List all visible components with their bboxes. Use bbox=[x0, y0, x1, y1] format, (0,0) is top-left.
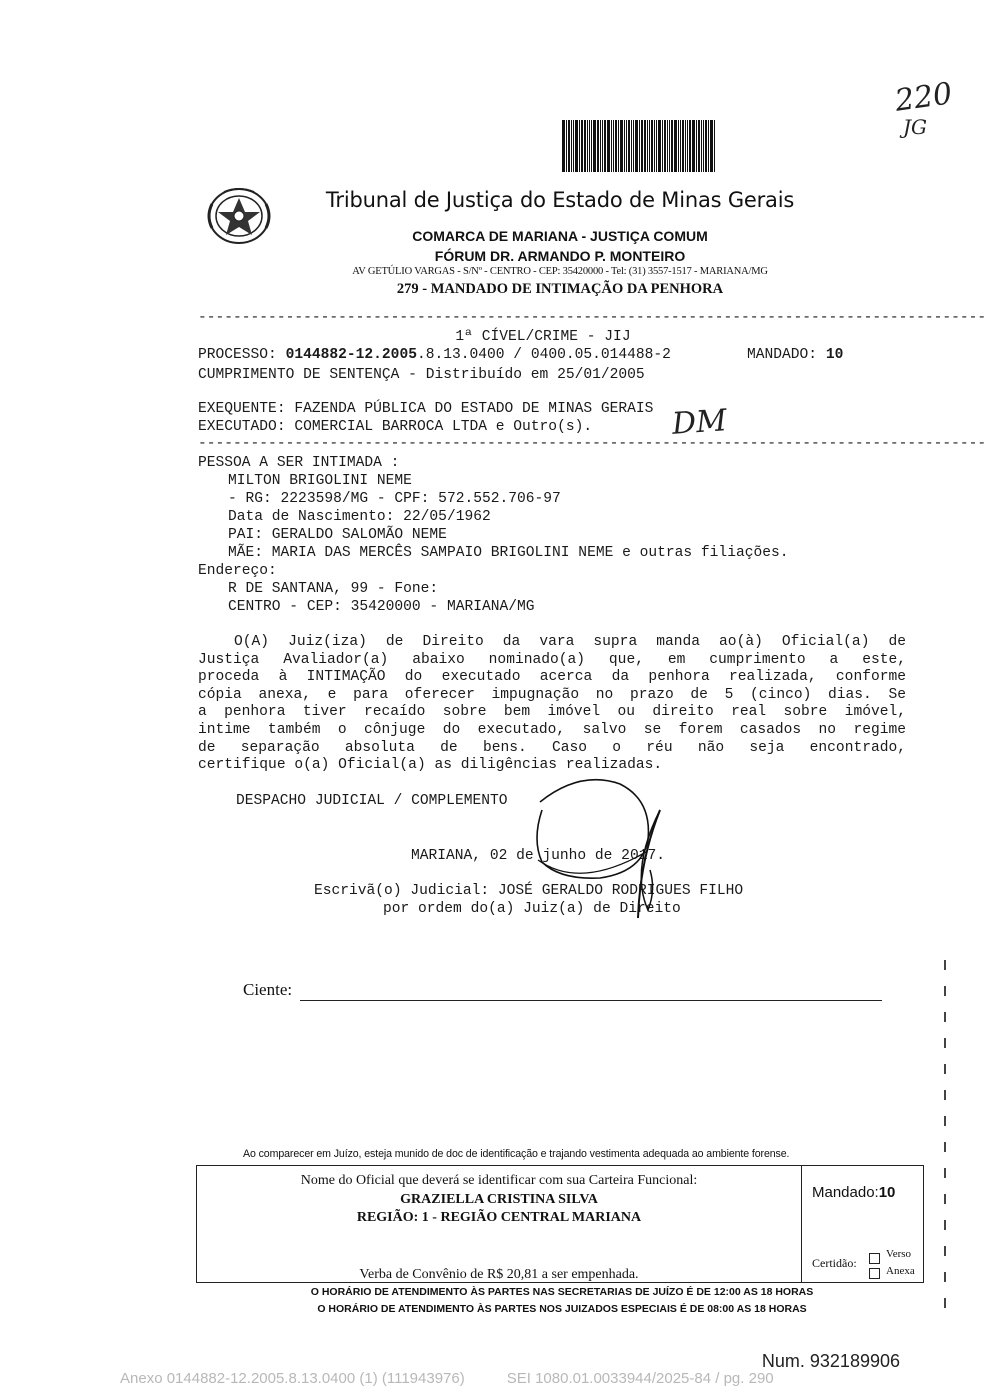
pessoa-nome: MILTON BRIGOLINI NEME bbox=[228, 473, 412, 489]
footer-anexo: Anexo 0144882-12.2005.8.13.0400 (1) (111943976) SEI 1080.01.0033944/2025-84 / pg. 290 bbox=[120, 1370, 774, 1387]
exequente: EXEQUENTE: FAZENDA PÚBLICA DO ESTADO DE MINAS GERAIS bbox=[198, 401, 654, 417]
processo-numero-complemento: .8.13.0400 / 0400.05.014488-2 bbox=[416, 347, 671, 363]
handwritten-initials: JG bbox=[903, 115, 927, 139]
scan-marks bbox=[944, 960, 946, 1320]
aviso: Ao comparecer em Juízo, esteja munido de doc de identificação e trajando vestimenta adequada ao ambiente forense. bbox=[243, 1148, 790, 1160]
pessoa-pai: PAI: GERALDO SALOMÃO NEME bbox=[228, 527, 447, 543]
body-line: certifique o(a) Oficial(a) as diligências realizadas. bbox=[198, 757, 663, 774]
pessoa-documentos: - RG: 2223598/MG - CPF: 572.552.706-97 bbox=[228, 491, 561, 507]
processo-label: PROCESSO: bbox=[198, 347, 277, 363]
body-line: de separação absoluta de bens. Caso o réu não seja encontrado, bbox=[198, 739, 906, 756]
document-title: 279 - MANDADO DE INTIMAÇÃO DA PENHORA bbox=[396, 281, 724, 297]
box-divider bbox=[801, 1165, 802, 1283]
body-line: cópia anexa, e para oferecer impugnação no prazo de 5 (cinco) dias. Se bbox=[198, 686, 906, 703]
body-line: intime também o cônjuge do executado, salvo se forem casados no regime bbox=[198, 721, 906, 738]
verso-label: Verso bbox=[886, 1248, 912, 1260]
endereco-label: Endereço: bbox=[198, 563, 277, 579]
coat-of-arms-icon bbox=[204, 184, 274, 248]
anexa-label: Anexa bbox=[886, 1265, 915, 1277]
executado: EXECUTADO: COMERCIAL BARROCA LTDA e Outro(s). bbox=[198, 419, 593, 435]
pessoa-nascimento: Data de Nascimento: 22/05/1962 bbox=[228, 509, 491, 525]
ciente-label: Ciente: bbox=[243, 980, 293, 999]
tribunal-title: Tribunal de Justiça do Estado de Minas Gerais bbox=[325, 188, 795, 212]
body-line: Justiça Avaliador(a) abaixo nominado(a) que, em cumprimento a este, bbox=[198, 651, 906, 668]
ciente-signature-line bbox=[300, 1000, 882, 1001]
signature-icon bbox=[520, 770, 680, 920]
mandado-number: MANDADO: 10 bbox=[747, 347, 844, 363]
body-line: O(A) Juiz(iza) de Direito da vara supra manda ao(à) Oficial(a) de bbox=[234, 634, 906, 650]
footer-num: Num. 932189906 bbox=[761, 1351, 900, 1371]
vara: 1ª CÍVEL/CRIME - JIJ bbox=[455, 329, 631, 345]
dashed-separator: ------------------------------------------------------------------------------------------ bbox=[198, 436, 986, 452]
handwritten-page-number: 220 bbox=[892, 76, 955, 119]
comarca: COMARCA DE MARIANA - JUSTIÇA COMUM bbox=[412, 228, 708, 244]
certidao-label: Certidão: bbox=[812, 1256, 857, 1270]
escrivao: Escrivã(o) Judicial: JOSÉ GERALDO RODRIGUES FILHO bbox=[314, 883, 744, 899]
endereco-linha1: R DE SANTANA, 99 - Fone: bbox=[228, 581, 439, 597]
horario-secretarias: O HORÁRIO DE ATENDIMENTO ÀS PARTES NAS SECRETARIAS DE JUÍZO É DE 12:00 AS 18 HORAS bbox=[310, 1286, 814, 1298]
despacho-data: MARIANA, 02 de junho de 2017. bbox=[411, 848, 665, 864]
processo-numero-principal: 0144882-12.2005 bbox=[285, 347, 417, 363]
endereco-linha2: CENTRO - CEP: 35420000 - MARIANA/MG bbox=[228, 599, 535, 615]
cumprimento: CUMPRIMENTO DE SENTENÇA - Distribuído em 25/01/2005 bbox=[198, 367, 645, 383]
oficial-regiao: REGIÃO: 1 - REGIÃO CENTRAL MARIANA bbox=[356, 1210, 642, 1225]
horario-juizados: O HORÁRIO DE ATENDIMENTO ÀS PARTES NOS JUIZADOS ESPECIAIS É DE 08:00 AS 18 HORAS bbox=[317, 1303, 807, 1315]
court-address: AV GETÚLIO VARGAS - S/Nº - CENTRO - CEP: 35420000 - Tel: (31) 3557-1517 - MARIANA/MG bbox=[352, 266, 768, 277]
handwritten-mark: DM bbox=[670, 403, 728, 442]
oficial-instrucao: Nome do Oficial que deverá se identificar com sua Carteira Funcional: bbox=[300, 1173, 698, 1188]
forum: FÓRUM DR. ARMANDO P. MONTEIRO bbox=[434, 248, 686, 264]
body-paragraph bbox=[198, 634, 906, 775]
body-line: proceda à INTIMAÇÃO do executado acerca da penhora realizada, conforme bbox=[198, 669, 906, 686]
pessoa-titulo: PESSOA A SER INTIMADA : bbox=[198, 455, 400, 471]
por-ordem: por ordem do(a) Juiz(a) de Direito bbox=[383, 901, 681, 917]
processo-line bbox=[198, 346, 671, 364]
box-mandado: Mandado:10 bbox=[812, 1184, 896, 1201]
pessoa-mae: MÃE: MARIA DAS MERCÊS SAMPAIO BRIGOLINI NEME e outras filiações. bbox=[228, 545, 789, 561]
anexa-checkbox[interactable] bbox=[869, 1266, 880, 1284]
verba: Verba de Convênio de R$ 20,81 a ser empenhada. bbox=[359, 1267, 639, 1282]
horario-juizados-clip bbox=[200, 1303, 924, 1315]
barcode bbox=[562, 120, 780, 172]
oficial-nome: GRAZIELLA CRISTINA SILVA bbox=[400, 1192, 598, 1207]
dashed-separator: ------------------------------------------------------------------------------------------ bbox=[198, 310, 986, 326]
body-line: a penhora tiver recaído sobre bem imóvel ou direito real sobre imóvel, bbox=[198, 704, 906, 721]
despacho-label: DESPACHO JUDICIAL / COMPLEMENTO bbox=[236, 793, 508, 809]
